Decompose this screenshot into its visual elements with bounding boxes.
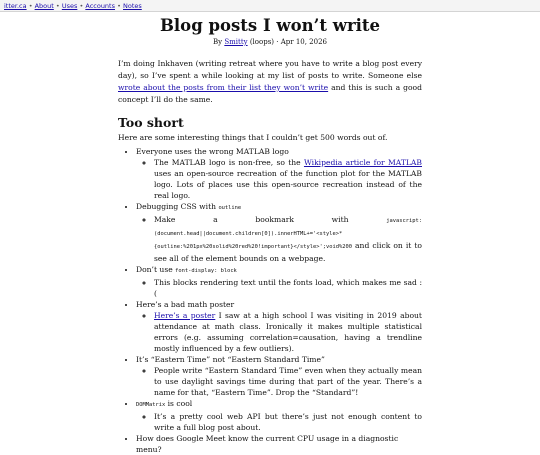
sub-text: People write “Eastern Standard Time” even when they actually mean to use daylight savings time during that part of the year. There’s a name for that, “Eastern Time”. Drop the “Standard”! (154, 366, 422, 397)
sub-text: It’s a pretty cool web API but there’s just not enough content to write a full blog post about. (154, 412, 422, 432)
top-nav (0, 0, 540, 12)
sub-list-item (154, 411, 422, 433)
item-code: outline (218, 205, 242, 211)
section-subtitle: Here are some interesting things that I couldn’t get 500 words out of. (118, 133, 388, 142)
sub-text: The MATLAB logo is non-free, so the (154, 158, 304, 167)
sub-list (136, 157, 422, 201)
list-item (136, 398, 422, 433)
nav-separator: • (79, 2, 84, 10)
item-title: Don’t use (136, 265, 176, 274)
intro-paragraph (118, 58, 422, 106)
sub-list-item (154, 310, 422, 354)
bookmarklet-code: javascript:(document.head||document.children[0]).innerHTML+='<style>*{outline:%201px%20solid%20red%20!important}</style>';void%200 (154, 218, 422, 250)
byline-meta: (loops) · Apr 10, 2026 (249, 38, 327, 46)
article (118, 16, 422, 455)
item-title: It’s “Eastern Time” not “Eastern Standard Time” (136, 355, 325, 364)
sub-list (136, 277, 422, 299)
nav-separator: • (117, 2, 121, 10)
nav-separator: • (55, 2, 60, 10)
sub-text: I saw at a high school I was visiting in 2019 about attendance at math class. Ironically it makes multiple statistical errors (e.g. assuming correlation=causation, having a trendline mostly influenced by a few outliers). (154, 311, 422, 353)
item-title: Debugging CSS with (136, 202, 219, 211)
item-title: How does Google Meet know the current CPU usage in a diagnostic menu? (136, 434, 399, 454)
nav-link-notes[interactable]: Notes (123, 2, 142, 10)
sub-list-item (154, 157, 422, 201)
nav-separator: • (28, 2, 33, 10)
intro-text-2: and this is such a good concept I’ll do the same. (118, 83, 422, 104)
item-title: is cool (165, 399, 193, 408)
nav-link-about[interactable]: About (34, 2, 54, 10)
post-title: Blog posts I won’t write (159, 16, 381, 35)
sub-text: Make a bookmark with (154, 215, 387, 224)
sub-list (136, 214, 422, 264)
list-item (136, 146, 422, 201)
sub-text: This blocks rendering text until the fonts load, which makes me sad :( (154, 278, 422, 298)
nav-link-uses[interactable]: Uses (61, 2, 78, 10)
sub-list (136, 365, 422, 398)
list-item (136, 201, 422, 264)
item-code: DOMMatrix (136, 402, 166, 408)
sub-list-item (154, 214, 422, 264)
nav-link-accounts[interactable]: Accounts (85, 2, 115, 10)
sub-text: uses an open-source recreation of the function plot for the MATLAB logo. Lots of places use this open-source recreation instead of the real logo. (154, 169, 422, 200)
list-item (136, 264, 422, 299)
sub-list (136, 411, 422, 433)
post-idea-list (118, 146, 422, 455)
intro-link[interactable]: wrote about the posts from their list they won’t write (118, 83, 329, 92)
sub-list (136, 310, 422, 354)
list-item (136, 433, 422, 455)
intro-text-1: I’m doing Inkhaven (writing retreat where you have to write a blog post every day), so I’ve spent a while looking at my list of posts to write. Someone else (118, 59, 422, 80)
wikipedia-matlab-link[interactable]: Wikipedia article for MATLAB (303, 158, 422, 167)
item-title: Everyone uses the wrong MATLAB logo (136, 147, 289, 156)
sub-list-item (154, 277, 422, 299)
item-title: Here’s a bad math poster (136, 300, 235, 309)
post-byline (118, 37, 422, 47)
list-item (136, 354, 422, 398)
sub-list-item (154, 365, 422, 398)
byline-prefix: By (212, 38, 223, 46)
sub-text: and click on it to see all of the element bounds on a webpage. (154, 241, 422, 263)
list-item (136, 299, 422, 354)
poster-link[interactable]: Here’s a poster (154, 311, 216, 320)
section-heading: Too short (118, 115, 184, 130)
author-link[interactable]: Smitty (224, 38, 248, 46)
item-code: font-display: block (175, 268, 237, 274)
nav-link-home[interactable]: itter.ca (4, 2, 27, 10)
